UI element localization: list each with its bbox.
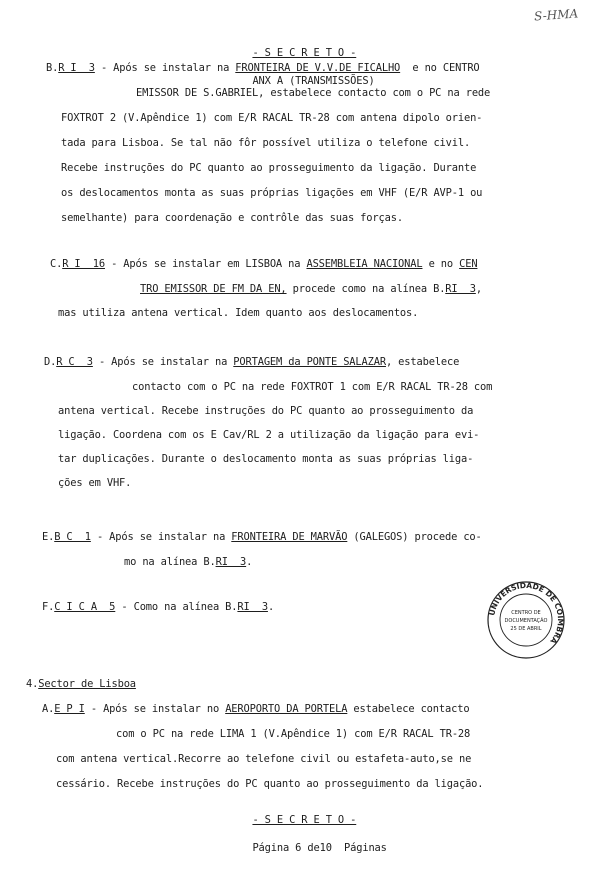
para-c-line-2 [140,282,482,296]
para-d-line-5: tar duplicações. Durante o deslocamento monta as suas próprias liga- [58,453,474,465]
text: TRO EMISSOR DE FM DA EN, [140,283,287,295]
text: 4. [26,678,39,690]
para-b-line-2: EMISSOR DE S.GABRIEL, estabelece contacto com o PC na rede [136,87,491,99]
para-f-unit: C I C A 5 [54,601,116,613]
para-b-unit: R I 3 [58,62,95,74]
para-b-line-1 [46,61,480,75]
para-b-line-5: Recebe instruções do PC quanto ao prosseguimento da ligação. Durante [61,162,477,174]
text: estabelece contacto [347,703,470,715]
para-a-location: AEROPORTO DA PORTELA [225,703,348,715]
section-4-heading [26,677,136,691]
para-c-line-1 [50,257,477,271]
text: CEN [459,258,478,270]
para-b-letter: B. [46,62,59,74]
text: RI 3 [215,556,247,568]
para-d-line-6: ções em VHF. [58,477,132,489]
para-c-line-3: mas utiliza antena vertical. Idem quanto aos deslocamentos. [58,307,419,319]
text: mo na alínea B. [124,556,216,568]
footer-line [228,799,387,869]
para-d-unit: R C 3 [56,356,93,368]
para-b-line-6: os deslocamentos monta as suas próprias ligações em VHF (E/R AVP-1 ou [61,187,483,199]
text: RI 3 [445,283,476,295]
para-a-line-4: cessário. Recebe instruções do PC quanto ao prosseguimento da ligação. [56,778,484,790]
header-annex: ANX A (TRANSMISSÕES) [252,75,375,87]
para-d-line-1 [44,355,459,369]
stamp-inner-line-2: DOCUMENTAÇÃO [504,618,548,624]
section-4-title: Sector de Lisboa [38,678,136,690]
stamp-outer-text: UNIVERSIDADE DE COIMBRA [487,580,566,646]
para-e-line-1 [42,530,482,544]
text: - Após se instalar em LISBOA na [104,258,307,270]
para-e-letter: E. [42,531,55,543]
para-a-line-2: com o PC na rede LIMA 1 (V.Apêndice 1) com E/R RACAL TR-28 [116,728,471,740]
para-b-line-7: semelhante) para coordenação e contrôle das suas forças. [61,212,403,224]
para-b-line-4: tada para Lisboa. Se tal não fôr possível utiliza o telefone civil. [61,137,471,149]
para-e-location: FRONTEIRA DE MARVÃO [231,531,348,543]
text: - Após se instalar na [94,62,236,74]
header-classification: - S E C R E T O - [252,47,357,59]
text: . [246,556,253,568]
para-d-location: PORTAGEM da PONTE SALAZAR [233,356,386,368]
para-b-line-3: FOXTROT 2 (V.Apêndice 1) com E/R RACAL TR-28 com antena dipolo orien- [61,112,483,124]
footer-classification: - S E C R E T O - [252,814,357,826]
text: (GALEGOS) procede co- [347,531,482,543]
text: e no CENTRO [400,62,480,74]
para-a-line-1 [42,702,469,716]
footer-page-number: Página 6 de10 Páginas [252,842,387,854]
para-d-line-2: contacto com o PC na rede FOXTROT 1 com E/R RACAL TR-28 com [132,381,493,393]
para-f-letter: F. [42,601,55,613]
handwritten-note: S-HMA [533,6,579,24]
para-c-letter: C. [50,258,63,270]
stamp-inner-line-1: CENTRO DE [511,610,541,616]
para-c-unit: R I 16 [62,258,105,270]
para-d-line-4: ligação. Coordena com os E Cav/RL 2 a utilização da ligação para evi- [58,429,480,441]
text: - Após se instalar na [90,531,232,543]
text: - Após se instalar no [84,703,226,715]
para-c-location: ASSEMBLEIA NACIONAL [306,258,423,270]
text: procede como na alínea B. [286,283,446,295]
para-d-letter: D. [44,356,57,368]
archive-stamp [486,580,566,660]
text: , [475,283,482,295]
para-d-line-3: antena vertical. Recebe instruções do PC quanto ao prosseguimento da [58,405,474,417]
para-a-line-3: com antena vertical.Recorre ao telefone civil ou estafeta-auto,se ne [56,753,472,765]
text: RI 3 [237,601,268,613]
para-f-line-1 [42,600,274,614]
text: - Como na alínea B. [115,601,238,613]
para-e-line-2 [124,555,252,569]
text: . [267,601,275,613]
para-a-unit: E P I [54,703,85,715]
text: , estabelece [385,356,460,368]
text: e no [422,258,460,270]
text: - Após se instalar na [92,356,234,368]
stamp-inner-line-3: 25 DE ABRIL [510,626,542,632]
para-e-unit: B C 1 [54,531,91,543]
para-b-location: FRONTEIRA DE V.V.DE FICALHO [235,62,401,74]
para-a-letter: A. [42,703,55,715]
